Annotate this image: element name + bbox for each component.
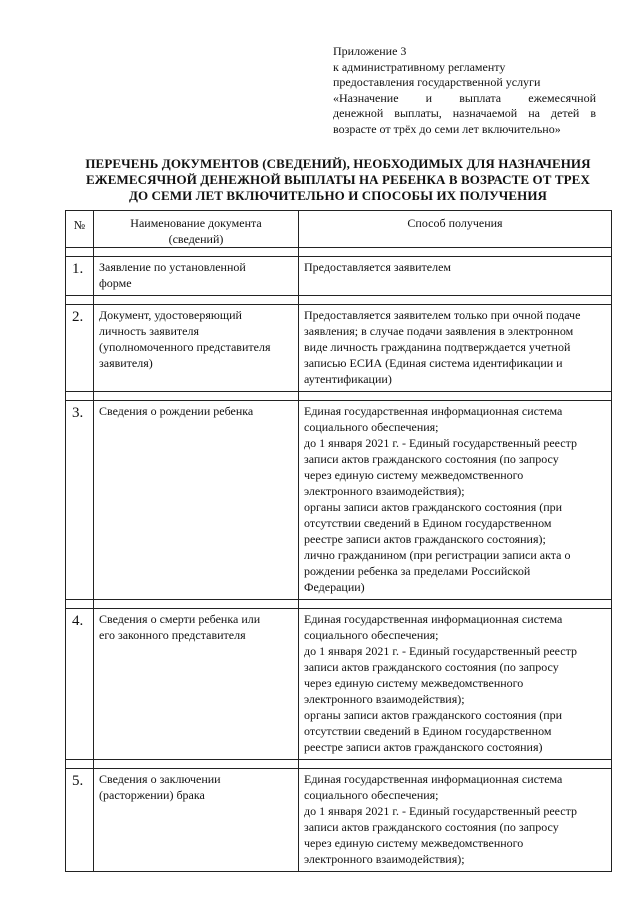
method-line: записи актов гражданского состояния (по запросу [304,452,559,466]
appendix-title: Приложение 3 [333,44,407,58]
method-line: через единую систему межведомственного [304,836,524,850]
table-header-row [66,211,612,248]
title-line: ЕЖЕМЕСЯЧНОЙ ДЕНЕЖНОЙ ВЫПЛАТЫ НА РЕБЕНКА В ВОЗРАСТЕ ОТ ТРЕХ [86,172,590,187]
spacer-cell [66,760,94,769]
document-title [60,156,616,204]
spacer-cell [94,600,299,609]
header-name-line: Наименование документа [130,216,262,230]
method-line: органы записи актов гражданского состояния (при [304,500,563,514]
method-line: электронного взаимодействия); [304,484,465,498]
table-row [66,769,612,872]
document-name-line: (уполномоченного представителя [99,340,271,354]
document-name-line: Сведения о заключении [99,772,221,786]
spacer-cell [94,248,299,257]
spacer-cell [94,760,299,769]
document-name-line: Заявление по установленной [99,260,246,274]
method-line: Единая государственная информационная система [304,772,563,786]
documents-table [65,210,612,872]
method-of-obtaining [299,257,612,296]
method-line: реестре записи актов гражданского состояния) [304,740,543,754]
document-name [94,305,299,392]
header-name [94,211,299,248]
header-number: № [66,211,94,248]
spacer-cell [299,760,612,769]
spacer-cell [94,392,299,401]
method-line: записи актов гражданского состояния (по запросу [304,820,559,834]
method-line: органы записи актов гражданского состояния (при [304,708,563,722]
method-line: через единую систему межведомственного [304,676,524,690]
row-spacer [66,296,612,305]
method-line: до 1 января 2021 г. - Единый государственный реестр [304,436,577,450]
method-line: до 1 января 2021 г. - Единый государственный реестр [304,644,577,658]
document-name [94,769,299,872]
method-line: заявления; в случае подачи заявления в электронном [304,324,574,338]
row-spacer [66,248,612,257]
table-row [66,257,612,296]
appendix-line: возрасте от трёх до семи лет включительно» [333,121,561,136]
document-name-line: Документ, удостоверяющий [99,308,242,322]
method-line: Федерации) [304,580,365,594]
method-line: социального обеспечения; [304,420,439,434]
document-name [94,609,299,760]
document-name-line: Сведения о смерти ребенка или [99,612,261,626]
table-row [66,401,612,600]
spacer-cell [299,296,612,305]
method-line: записью ЕСИА (Единая система идентификации и [304,356,563,370]
method-line: Единая государственная информационная система [304,404,563,418]
method-line: Предоставляется заявителем [304,260,452,274]
table-row [66,305,612,392]
spacer-cell [299,248,612,257]
method-of-obtaining [299,305,612,392]
row-spacer [66,392,612,401]
row-spacer [66,600,612,609]
appendix-line: предоставления государственной услуги [333,75,541,89]
row-number: 5. [66,769,94,872]
method-line: электронного взаимодействия); [304,692,465,706]
spacer-cell [66,248,94,257]
method-line: записи актов гражданского состояния (по запросу [304,660,559,674]
appendix-line: денежной выплаты, назначаемой на детей в [333,106,596,120]
method-line: виде личность гражданина подтверждается учетной [304,340,571,354]
spacer-cell [299,392,612,401]
row-number: 3. [66,401,94,600]
method-line: через единую систему межведомственного [304,468,524,482]
document-name-line: заявителя) [99,356,153,370]
row-number: 1. [66,257,94,296]
document-name [94,257,299,296]
spacer-cell [66,296,94,305]
method-of-obtaining [299,609,612,760]
method-line: электронного взаимодействия); [304,852,465,866]
document-name-line: его законного представителя [99,628,246,642]
header-method: Способ получения [299,211,612,248]
appendix-line: к административному регламенту [333,59,506,74]
spacer-cell [66,600,94,609]
method-line: аутентификации) [304,372,392,386]
method-line: рождении ребенка за пределами Российской [304,564,531,578]
row-number: 2. [66,305,94,392]
row-number: 4. [66,609,94,760]
method-line: лично гражданином (при регистрации записи акта о [304,548,571,562]
spacer-cell [94,296,299,305]
method-line: Единая государственная информационная система [304,612,563,626]
title-line: ПЕРЕЧЕНЬ ДОКУМЕНТОВ (СВЕДЕНИЙ), НЕОБХОДИМЫХ ДЛЯ НАЗНАЧЕНИЯ [85,156,591,171]
method-of-obtaining [299,769,612,872]
table-row [66,609,612,760]
document-name-line: личность заявителя [99,324,199,338]
appendix-line: «Назначение и выплата ежемесячной [333,90,596,105]
method-line: отсутствии сведений в Едином государственном [304,724,552,738]
method-line: отсутствии сведений в Едином государственном [304,516,552,530]
document-name-line: (расторжении) брака [99,788,205,802]
title-line: ДО СЕМИ ЛЕТ ВКЛЮЧИТЕЛЬНО И СПОСОБЫ ИХ ПОЛУЧЕНИЯ [128,188,548,203]
document-name-line: форме [99,276,132,290]
method-line: до 1 января 2021 г. - Единый государственный реестр [304,804,577,818]
method-line: социального обеспечения; [304,788,439,802]
method-line: Предоставляется заявителем только при очной подаче [304,308,581,322]
appendix-block [333,44,596,137]
method-line: социального обеспечения; [304,628,439,642]
method-of-obtaining [299,401,612,600]
document-name-line: Сведения о рождении ребенка [99,404,254,418]
document-name [94,401,299,600]
header-name-line: (сведений) [168,232,224,246]
spacer-cell [66,392,94,401]
method-line: реестре записи актов гражданского состояния); [304,532,546,546]
spacer-cell [299,600,612,609]
row-spacer [66,760,612,769]
